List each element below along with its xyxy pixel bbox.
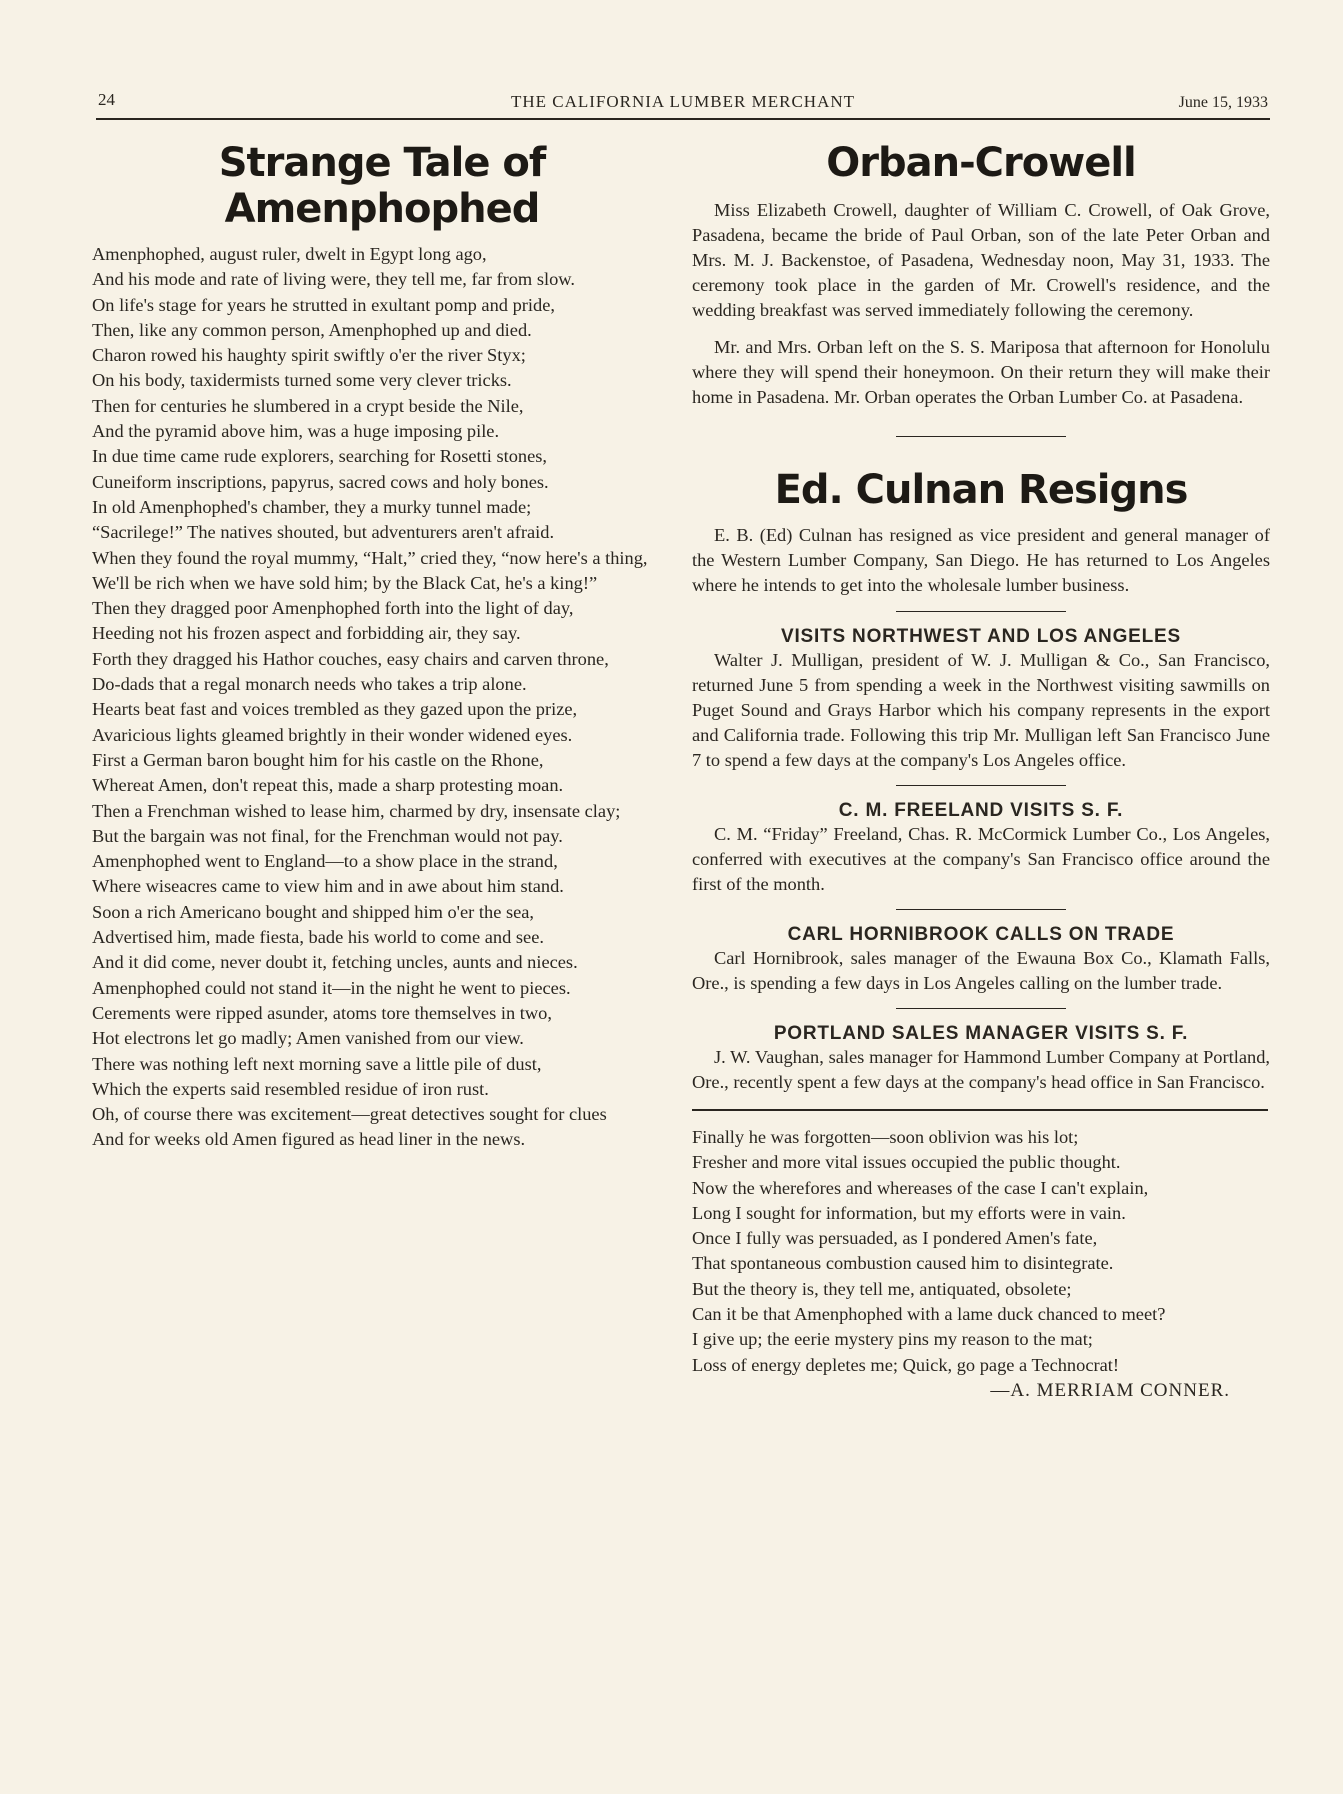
poem-line: Heeding not his frozen aspect and forbidding air, they say. (92, 623, 521, 644)
poem-line: When they found the royal mummy, “Halt,” cried they, “now here's a thing, (92, 547, 648, 568)
resignation-title: Ed. Culnan Resigns (774, 467, 1188, 513)
poem-line: Where wiseacres came to view him and in awe about him stand. (92, 876, 564, 897)
wedding-paragraph: Mr. and Mrs. Orban left on the S. S. Mariposa that afternoon for Honolulu where they will spend their honeymoon. On their return they will make their home in Pasadena. Mr. Orban operates the Orban Lumber Co. at Pasadena. (692, 337, 1270, 407)
poem-line: Amenphophed could not stand it—in the night he went to pieces. (92, 977, 571, 998)
poem-line: In due time came rude explorers, searching for Rosetti stones, (92, 446, 548, 467)
poem-line: Hot electrons let go madly; Amen vanished from our view. (92, 1028, 524, 1049)
poem-line: Oh, of course there was excitement—great detectives sought for clues (92, 1104, 607, 1125)
poem-line: Fresher and more vital issues occupied the public thought. (692, 1152, 1121, 1173)
poem-line: Which the experts said resembled residue of iron rust. (92, 1078, 489, 1099)
poem-line: Long I sought for information, but my efforts were in vain. (692, 1202, 1126, 1223)
poem-line: First a German baron bought him for his castle on the Rhone, (92, 749, 544, 770)
poem-line: I give up; the eerie mystery pins my reason to the mat; (692, 1329, 1093, 1350)
poem-line: Then they dragged poor Amenphophed forth into the light of day, (92, 598, 574, 619)
poem-line: Amenphophed went to England—to a show place in the strand, (92, 851, 558, 872)
news-item (692, 626, 1270, 773)
poem-line: Cerements were ripped asunder, atoms tore themselves in two, (92, 1002, 552, 1023)
wedding-paragraph: Miss Elizabeth Crowell, daughter of William C. Crowell, of Oak Grove, Pasadena, became the bride of Paul Orban, son of the late Peter Orban and Mrs. M. J. Backenstoe, of Pasadena, Wednesday noon, May 31, 1933. The ceremony took place in the garden of Mr. Crowell's residence, and the wedding breakfast was served immediately following the ceremony. (692, 200, 1270, 320)
poem-line: And his mode and rate of living were, they tell me, far from slow. (92, 269, 575, 290)
news-heading: VISITS NORTHWEST AND LOS ANGELES (781, 626, 1181, 647)
poem-continuation (692, 1125, 1270, 1378)
poem-line: On his body, taxidermists turned some very clever tricks. (92, 370, 512, 391)
poem-line: Do-dads that a regal monarch needs who takes a trip alone. (92, 674, 527, 695)
divider (896, 909, 1066, 910)
resignation-body: E. B. (Ed) Culnan has resigned as vice president and general manager of the Western Lumber Company, San Diego. He has returned to Los Angeles where he intends to get into the wholesale lumber business. (692, 525, 1270, 595)
poem-line: “Sacrilege!” The natives shouted, but adventurers aren't afraid. (92, 522, 555, 543)
divider (896, 1008, 1066, 1009)
poem-line: Hearts beat fast and voices trembled as they gazed upon the prize, (92, 699, 578, 720)
wedding-article (692, 198, 1270, 410)
poem-line: Loss of energy depletes me; Quick, go page a Technocrat! (692, 1354, 1119, 1375)
divider (896, 436, 1066, 437)
publication-title: THE CALIFORNIA LUMBER MERCHANT (510, 92, 856, 111)
poem-line: Then, like any common person, Amenphophed up and died. (92, 319, 532, 340)
wedding-title: Orban-Crowell (826, 140, 1136, 186)
poem-line: In old Amenphophed's chamber, they a murky tunnel made; (92, 496, 532, 517)
poem-line: Advertised him, made fiesta, bade his world to come and see. (92, 927, 544, 948)
page-number: 24 (98, 90, 115, 109)
news-heading: C. M. FREELAND VISITS S. F. (838, 800, 1124, 821)
right-column (692, 140, 1270, 1402)
news-body: J. W. Vaughan, sales manager for Hammond Lumber Company at Portland, Ore., recently spent a few days at the company's head office in San Francisco. (692, 1047, 1270, 1092)
poem-line: Finally he was forgotten—soon oblivion was his lot; (692, 1127, 1079, 1147)
poem-line: Cuneiform inscriptions, papyrus, sacred cows and holy bones. (92, 471, 549, 492)
poem-line: But the bargain was not final, for the Frenchman would not pay. (92, 825, 563, 846)
left-column (92, 140, 672, 1153)
issue-date: June 15, 1933 (1178, 94, 1268, 111)
poem-line: Amenphophed, august ruler, dwelt in Egypt long ago, (92, 244, 487, 264)
poem-line: On life's stage for years he strutted in exultant pomp and pride, (92, 294, 555, 315)
poem-line: We'll be rich when we have sold him; by the Black Cat, he's a king!” (92, 572, 598, 593)
news-heading: PORTLAND SALES MANAGER VISITS S. F. (773, 1023, 1189, 1044)
news-body: Walter J. Mulligan, president of W. J. Mulligan & Co., San Francisco, returned June 5 from spending a week in the Northwest visiting sawmills on Puget Sound and Grays Harbor which his company represents in the export and California trade. Following this trip Mr. Mulligan left San Francisco June 7 to spend a few days at the company's Los Angeles office. (692, 650, 1270, 770)
news-item (692, 924, 1270, 996)
news-body: Carl Hornibrook, sales manager of the Ewauna Box Co., Klamath Falls, Ore., is spending a few days in Los Angeles calling on the lumber trade. (692, 948, 1270, 993)
poem-line: And it did come, never doubt it, fetching uncles, aunts and nieces. (92, 952, 578, 973)
poem-line: That spontaneous combustion caused him to disintegrate. (692, 1253, 1114, 1274)
news-heading: CARL HORNIBROOK CALLS ON TRADE (787, 924, 1175, 945)
divider (896, 611, 1066, 612)
divider (896, 785, 1066, 786)
poem-line: Then a Frenchman wished to lease him, charmed by dry, insensate clay; (92, 800, 621, 821)
poem-line: Forth they dragged his Hathor couches, easy chairs and carven throne, (92, 648, 609, 669)
poem-line: And the pyramid above him, was a huge imposing pile. (92, 421, 500, 442)
news-item (692, 800, 1270, 897)
poem-line: And for weeks old Amen figured as head liner in the news. (92, 1129, 526, 1150)
news-item (692, 1023, 1270, 1095)
poem-signature: —A. MERRIAM CONNER. (990, 1379, 1230, 1401)
poem-line: Once I fully was persuaded, as I pondered Amen's fate, (692, 1228, 1098, 1249)
poem-line: Whereat Amen, don't repeat this, made a sharp protesting moan. (92, 775, 564, 796)
news-body: C. M. “Friday” Freeland, Chas. R. McCormick Lumber Co., Los Angeles, conferred with executives at the company's San Francisco office around the first of the month. (692, 824, 1270, 894)
poem-title: Strange Tale of Amenphophed (218, 140, 546, 232)
poem-line: There was nothing left next morning save a little pile of dust, (92, 1053, 542, 1074)
poem-line: Then for centuries he slumbered in a crypt beside the Nile, (92, 395, 524, 416)
poem-body (92, 242, 672, 1153)
poem-line: But the theory is, they tell me, antiquated, obsolete; (692, 1278, 1072, 1299)
poem-line: Now the wherefores and whereases of the case I can't explain, (692, 1177, 1149, 1198)
poem-line: Charon rowed his haughty spirit swiftly o'er the river Styx; (92, 345, 526, 366)
poem-line: Avaricious lights gleamed brightly in their wonder widened eyes. (92, 724, 573, 745)
page-header (96, 90, 1270, 120)
section-rule (692, 1109, 1268, 1111)
poem-line: Can it be that Amenphophed with a lame duck chanced to meet? (692, 1304, 1166, 1325)
poem-line: Soon a rich Americano bought and shipped him o'er the sea, (92, 901, 535, 922)
